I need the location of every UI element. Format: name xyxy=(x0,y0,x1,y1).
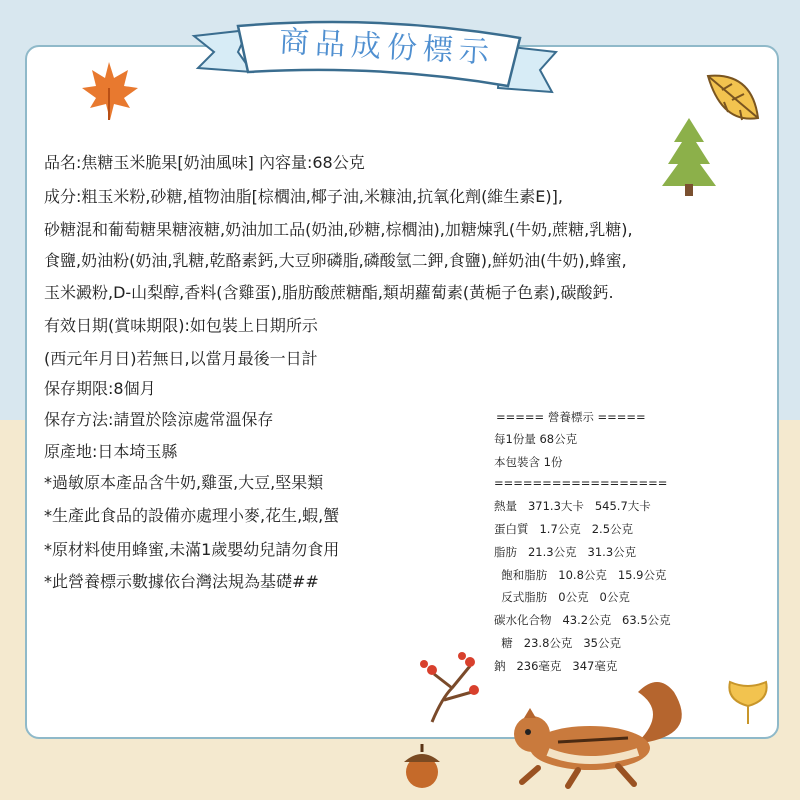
nutrition-row-carbohydrate: 碳水化合物 43.2公克 63.5公克 xyxy=(494,613,671,627)
pine-tree-icon xyxy=(660,116,718,196)
ingredients-line-1: 成分:粗玉米粉,砂糖,植物油脂[棕櫚油,椰子油,米糠油,抗氧化劑(維生素E)], xyxy=(44,187,563,206)
expiry-note-line: (西元年月日)若無日,以當月最後一日計 xyxy=(44,349,318,368)
nutrition-row-fat: 脂肪 21.3公克 31.3公克 xyxy=(494,545,637,559)
expiry-line: 有效日期(賞味期限):如包裝上日期所示 xyxy=(44,316,318,335)
nutrition-row-saturated-fat: 飽和脂肪 10.8公克 15.9公克 xyxy=(494,568,667,582)
berry-branch-icon xyxy=(412,648,484,724)
nutrition-divider: ================== xyxy=(494,476,668,490)
nutrition-row-energy: 熱量 371.3大卡 545.7大卡 xyxy=(494,499,651,513)
acorn-icon xyxy=(400,740,444,790)
ingredients-line-2: 砂糖混和葡萄糖果糖液糖,奶油加工品(奶油,砂糖,棕櫚油),加糖煉乳(牛奶,蔗糖,乳糖), xyxy=(44,220,633,239)
ingredients-line-3: 食鹽,奶油粉(奶油,乳糖,乾酪素鈣,大豆卵磷脂,磷酸氫二鉀,食鹽),鮮奶油(牛奶),蜂蜜, xyxy=(44,251,627,270)
nutrition-row-sodium: 鈉 236毫克 347毫克 xyxy=(494,659,618,673)
allergen-line: *過敏原本產品含牛奶,雞蛋,大豆,堅果類 xyxy=(44,473,324,492)
ingredients-line-4: 玉米澱粉,D-山梨醇,香料(含雞蛋),脂肪酸蔗糖酯,類胡蘿蔔素(黃梔子色素),碳酸鈣. xyxy=(44,283,614,302)
regulation-note-line: *此營養標示數據依台灣法規為基礎## xyxy=(44,572,319,591)
squirrel-icon xyxy=(498,672,708,792)
storage-line: 保存方法:請置於陰涼處常溫保存 xyxy=(44,410,274,429)
nutrition-servings-per-pack: 本包裝含 1份 xyxy=(494,455,563,469)
shelf-life-line: 保存期限:8個月 xyxy=(44,379,156,398)
origin-line: 原產地:日本埼玉縣 xyxy=(44,442,178,461)
nutrition-row-protein: 蛋白質 1.7公克 2.5公克 xyxy=(494,522,634,536)
nutrition-row-trans-fat: 反式脂肪 0公克 0公克 xyxy=(494,590,630,604)
maple-leaf-icon xyxy=(76,58,142,124)
banner-title: 商品成份標示 xyxy=(278,24,496,71)
ginkgo-leaf-icon xyxy=(722,676,774,728)
nutrition-serving: 每1份量 68公克 xyxy=(494,432,578,446)
honey-warning-line: *原材料使用蜂蜜,未滿1歲嬰幼兒請勿食用 xyxy=(44,540,340,559)
nutrition-row-sugar: 糖 23.8公克 35公克 xyxy=(494,636,621,650)
product-name-line: 品名:焦糖玉米脆果[奶油風味] 內容量:68公克 xyxy=(44,153,365,172)
nutrition-header: ===== 營養標示 ===== xyxy=(496,410,646,424)
equipment-line: *生產此食品的設備亦處理小麥,花生,蝦,蟹 xyxy=(44,506,340,525)
